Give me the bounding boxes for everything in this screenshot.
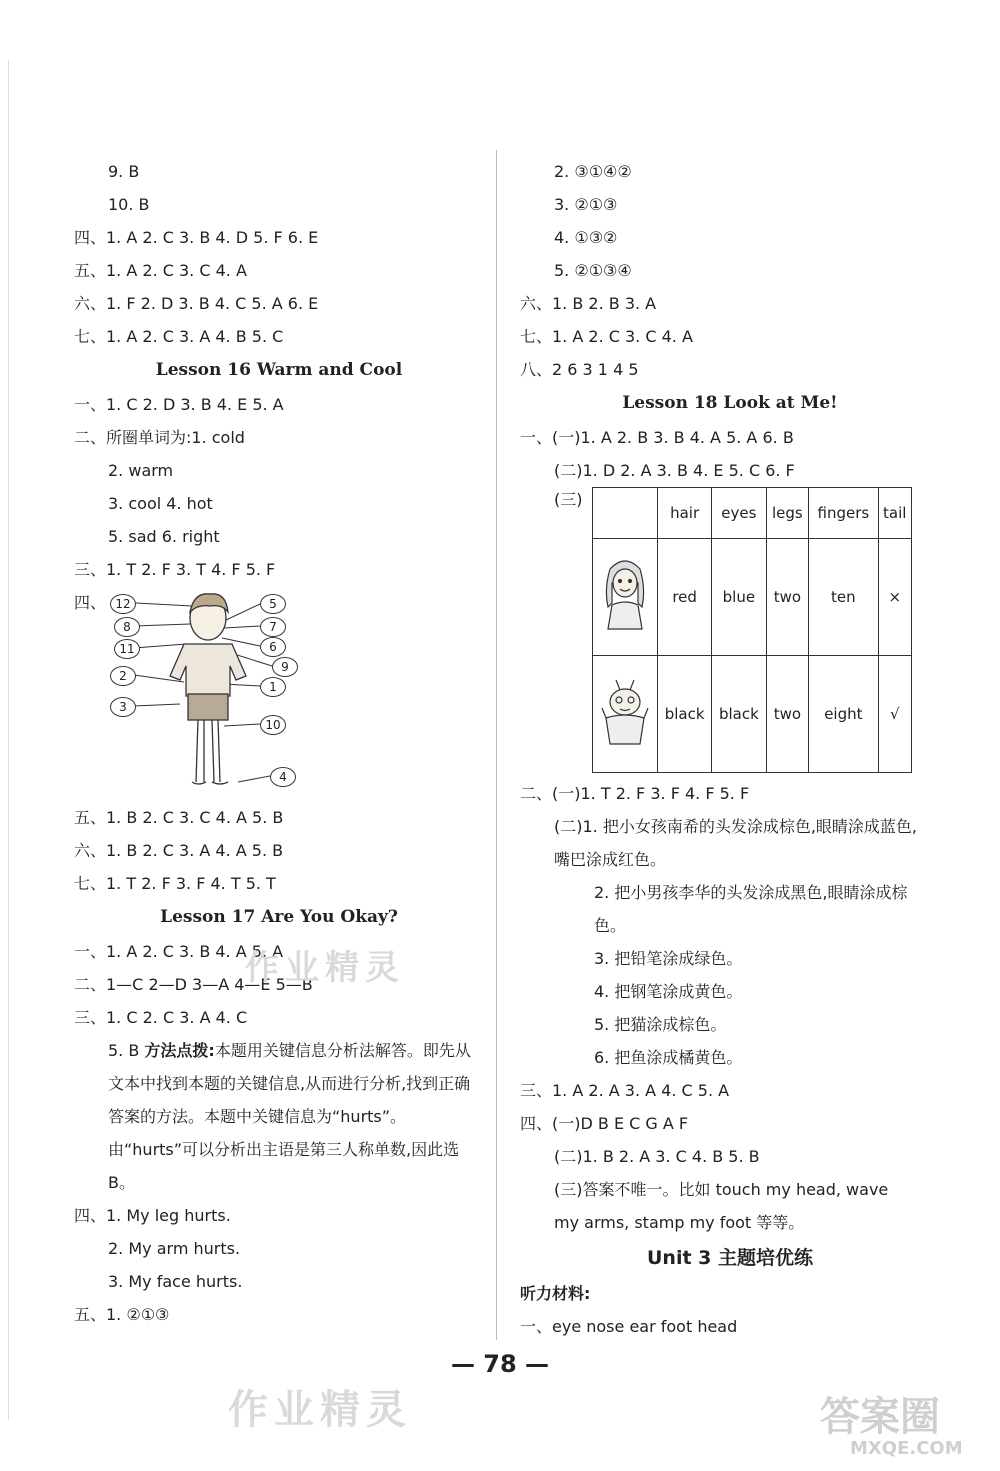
table-header: legs bbox=[766, 488, 809, 539]
answer-paragraph: 2. 把小男孩李华的头发涂成黑色,眼睛涂成棕色。 bbox=[594, 883, 908, 935]
table-cell: black bbox=[658, 656, 712, 773]
table-cell: two bbox=[766, 539, 809, 656]
section-label: 四、 bbox=[74, 593, 107, 612]
lesson-17-heading: Lesson 17 Are You Okay? bbox=[160, 907, 398, 927]
answer-line: 三、1. C 2. C 3. A 4. C bbox=[74, 1008, 248, 1027]
section-label: (三) bbox=[554, 490, 583, 509]
listening-material-label: 听力材料: bbox=[520, 1284, 591, 1303]
circled-number: 2 bbox=[110, 666, 136, 686]
table-cell: ten bbox=[809, 539, 878, 656]
body-features-table bbox=[592, 487, 912, 773]
answer-line: 3. 把铅笔涂成绿色。 bbox=[594, 949, 743, 968]
answer-line: 四、1. A 2. C 3. B 4. D 5. F 6. E bbox=[74, 228, 319, 247]
answer-line: 一、eye nose ear foot head bbox=[520, 1317, 738, 1336]
body-features-table-block bbox=[520, 487, 940, 777]
answer-line: 5. ②①③④ bbox=[554, 261, 632, 280]
answer-line: 七、1. T 2. F 3. F 4. T 5. T bbox=[74, 874, 276, 893]
answer-line: 4. ①③② bbox=[554, 228, 618, 247]
unit-3-heading: Unit 3 主题培优练 bbox=[647, 1247, 813, 1269]
circled-number: 1 bbox=[260, 677, 286, 697]
answer-line: 三、1. A 2. A 3. A 4. C 5. A bbox=[520, 1081, 730, 1100]
circled-number: 12 bbox=[110, 594, 136, 614]
circled-number: 3 bbox=[110, 697, 136, 717]
body-parts-diagram bbox=[74, 586, 484, 801]
circled-number: 4 bbox=[270, 767, 296, 787]
table-header: eyes bbox=[712, 488, 766, 539]
circled-number: 5 bbox=[260, 594, 286, 614]
answer-line: 9. B bbox=[108, 162, 140, 181]
method-tip-label: 方法点拨: bbox=[144, 1041, 215, 1060]
answer-line: 七、1. A 2. C 3. A 4. B 5. C bbox=[74, 327, 284, 346]
answer-line: (二)1. D 2. A 3. B 4. E 5. C 6. F bbox=[554, 461, 795, 480]
answer-line: 3. cool 4. hot bbox=[108, 494, 213, 513]
table-cell: two bbox=[766, 656, 809, 773]
method-tip-paragraph bbox=[74, 1034, 484, 1199]
answer-line: 二、所圈单词为:1. cold bbox=[74, 428, 245, 447]
creature-illustration-cell bbox=[593, 656, 658, 773]
circled-number: 7 bbox=[260, 617, 286, 637]
answer-line: 六、1. F 2. D 3. B 4. C 5. A 6. E bbox=[74, 294, 319, 313]
girl-illustration-cell bbox=[593, 539, 658, 656]
answer-line: 六、1. B 2. C 3. A 4. A 5. B bbox=[74, 841, 284, 860]
page-edge-line bbox=[8, 60, 9, 1420]
table-cell: black bbox=[712, 656, 766, 773]
answer-line: 八、2 6 3 1 4 5 bbox=[520, 360, 639, 379]
answer-line: 五、1. ②①③ bbox=[74, 1305, 170, 1324]
column-divider bbox=[496, 150, 497, 1340]
answer-line: 5. 把猫涂成棕色。 bbox=[594, 1015, 727, 1034]
table-header: fingers bbox=[809, 488, 878, 539]
answer-line: 五、1. B 2. C 3. C 4. A 5. B bbox=[74, 808, 284, 827]
circled-number: 6 bbox=[260, 637, 286, 657]
page-number: — 78 — bbox=[450, 1350, 550, 1378]
answer-line: 3. ②①③ bbox=[554, 195, 618, 214]
table-cell: red bbox=[658, 539, 712, 656]
circled-number: 9 bbox=[272, 657, 298, 677]
lesson-18-heading: Lesson 18 Look at Me! bbox=[622, 393, 838, 413]
answer-line: 五、1. A 2. C 3. C 4. A bbox=[74, 261, 247, 280]
lesson-16-heading: Lesson 16 Warm and Cool bbox=[155, 360, 403, 380]
answer-line: 2. ③①④② bbox=[554, 162, 632, 181]
answer-line: (二)1. B 2. A 3. C 4. B 5. B bbox=[554, 1147, 760, 1166]
answer-paragraph: (二)1. 把小女孩南希的头发涂成棕色,眼睛涂成蓝色,嘴巴涂成红色。 bbox=[554, 817, 918, 869]
answer-line: 一、1. C 2. D 3. B 4. E 5. A bbox=[74, 395, 284, 414]
answer-line: 一、(一)1. A 2. B 3. B 4. A 5. A 6. B bbox=[520, 428, 794, 447]
watermark-text: 作业精灵 bbox=[245, 948, 405, 988]
table-cell: × bbox=[878, 539, 912, 656]
answer-line: 5. sad 6. right bbox=[108, 527, 220, 546]
answer-line: 二、1—C 2—D 3—A 4—E 5—B bbox=[74, 975, 313, 994]
answer-line: 七、1. A 2. C 3. C 4. A bbox=[520, 327, 693, 346]
answer-line: 一、1. A 2. C 3. B 4. A 5. A bbox=[74, 942, 284, 961]
site-logo: 答案圈 bbox=[820, 1394, 940, 1440]
circled-number: 11 bbox=[114, 639, 140, 659]
answer-number: 5. B bbox=[108, 1041, 140, 1060]
right-column bbox=[520, 155, 940, 1343]
site-logo-url: MXQE.COM bbox=[850, 1438, 963, 1459]
answer-line: 二、(一)1. T 2. F 3. F 4. F 5. F bbox=[520, 784, 750, 803]
answer-line: 六、1. B 2. B 3. A bbox=[520, 294, 657, 313]
table-cell: eight bbox=[809, 656, 878, 773]
table-header: hair bbox=[658, 488, 712, 539]
answer-line: 10. B bbox=[108, 195, 150, 214]
table-cell: blue bbox=[712, 539, 766, 656]
answer-line: 2. warm bbox=[108, 461, 174, 480]
answer-paragraph: (三)答案不唯一。比如 touch my head, wave my arms, stamp my foot 等等。 bbox=[554, 1180, 889, 1232]
method-tip-text: 本题用关键信息分析法解答。即先从文本中找到本题的关键信息,从而进行分析,找到正确答案的方法。本题中关键信息为“hurts”。由“hurts”可以分析出主语是第三人称单数,因此选B。 bbox=[108, 1041, 471, 1192]
circled-number: 10 bbox=[260, 715, 286, 735]
table-header: tail bbox=[878, 488, 912, 539]
table-corner-cell bbox=[593, 488, 658, 539]
answer-line: 四、(一)D B E C G A F bbox=[520, 1114, 689, 1133]
circled-number: 8 bbox=[114, 617, 140, 637]
table-cell: √ bbox=[878, 656, 912, 773]
creature-illustration bbox=[600, 672, 650, 752]
answer-line: 4. 把钢笔涂成黄色。 bbox=[594, 982, 743, 1001]
answer-line: 四、1. My leg hurts. bbox=[74, 1206, 231, 1225]
answer-line: 三、1. T 2. F 3. T 4. F 5. F bbox=[74, 560, 276, 579]
answer-line: 3. My face hurts. bbox=[108, 1272, 243, 1291]
answer-line: 2. My arm hurts. bbox=[108, 1239, 241, 1258]
left-column bbox=[74, 155, 484, 1331]
watermark-text: 作业精灵 bbox=[228, 1387, 412, 1433]
girl-illustration bbox=[600, 555, 650, 635]
answer-line: 6. 把鱼涂成橘黄色。 bbox=[594, 1048, 743, 1067]
